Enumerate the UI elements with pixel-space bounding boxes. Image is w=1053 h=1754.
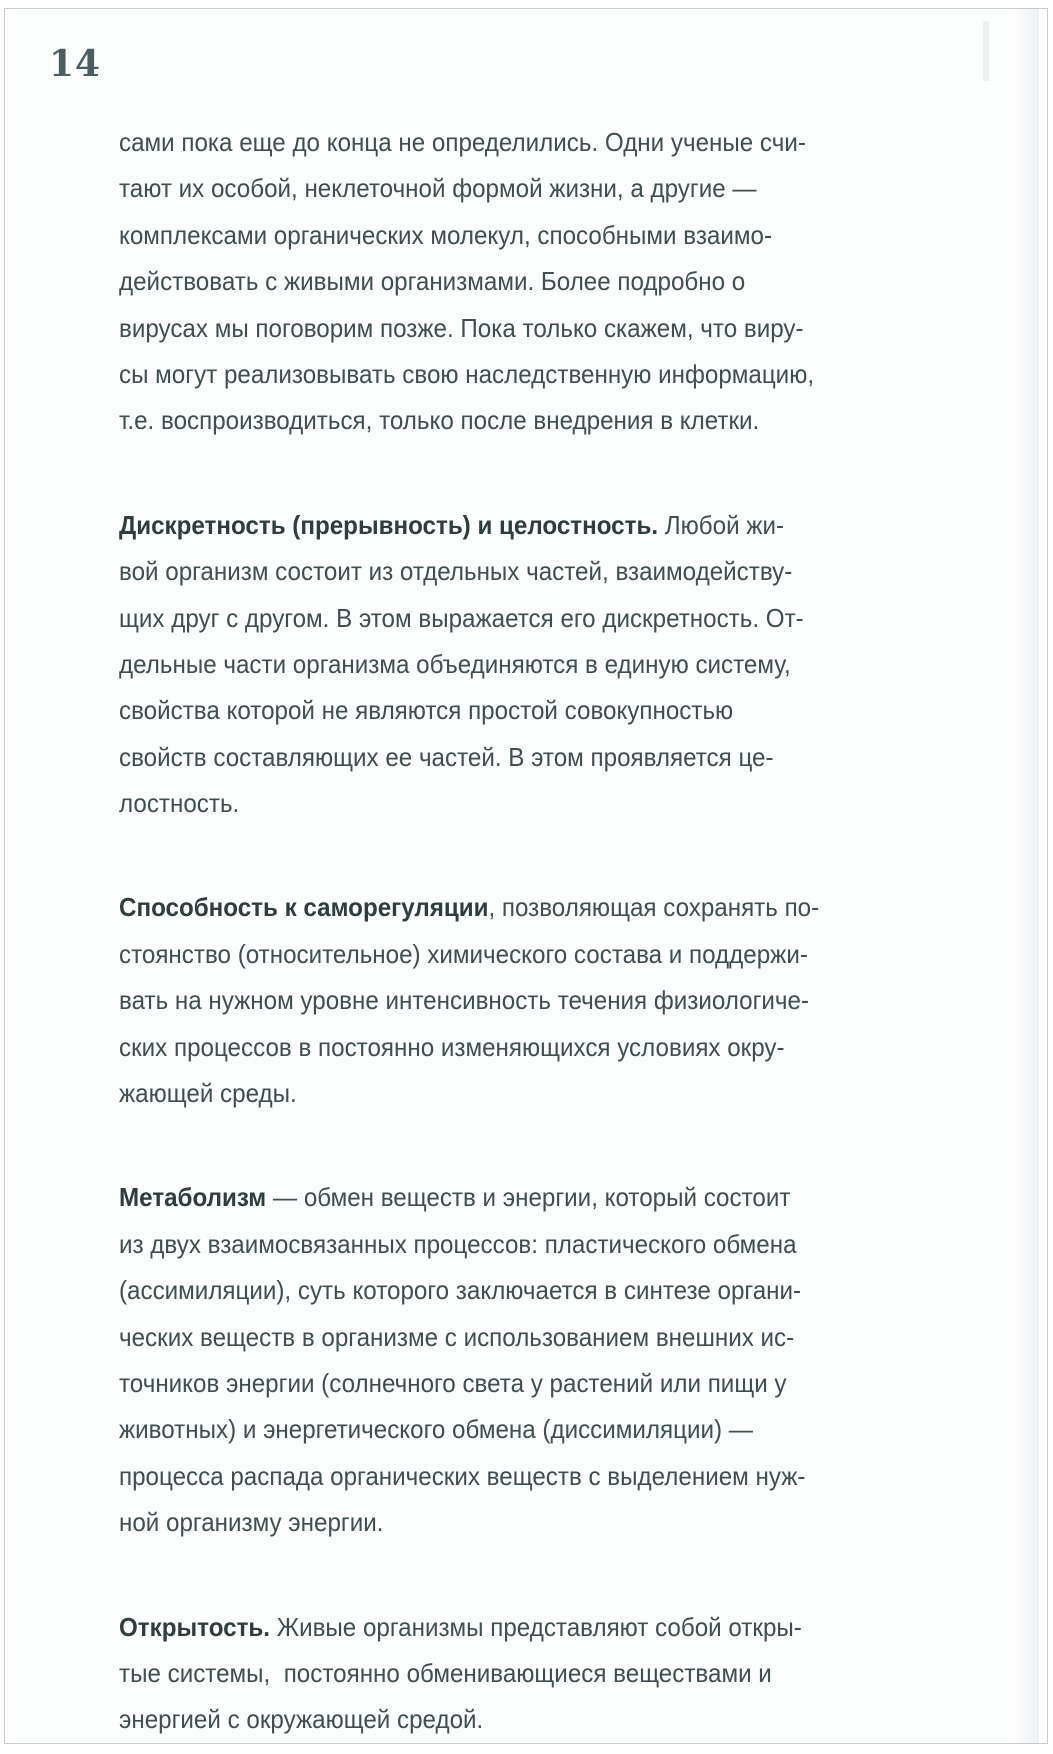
page-spine-shadow [1015, 9, 1039, 1743]
text-line: действовать с живыми организмами. Более подробно о [119, 266, 746, 297]
text-line: свойств составляющих ее частей. В этом проявляется це- [119, 741, 774, 772]
paragraph-self-regulation [119, 884, 937, 1116]
term-heading: Способность к саморегуляции [119, 892, 489, 923]
text-line: из двух взаимосвязанных процессов: пластического обмена [119, 1228, 797, 1259]
text-line: комплексами органических молекул, способными взаимо- [119, 219, 772, 250]
text-line: ной организму энергии. [119, 1507, 384, 1538]
text-line: тают их особой, неклеточной формой жизни, а другие — [119, 173, 757, 204]
paragraph-gap [119, 444, 937, 502]
text-span: , позволяющая сохранять по- [488, 892, 820, 923]
body-text [119, 119, 937, 1743]
paragraph-gap [119, 1116, 937, 1174]
text-line: ских процессов в постоянно изменяющихся условиях окру- [119, 1031, 785, 1062]
page-edge-mark [983, 21, 989, 81]
text-line [119, 1174, 937, 1220]
text-line: тые системы, постоянно обменивающиеся веществами и [119, 1657, 772, 1688]
text-line: вирусах мы поговорим позже. Пока только скажем, что виру- [119, 312, 804, 343]
text-line: стоянство (относительное) химического состава и поддержи- [119, 938, 808, 969]
text-line: энергией с окружающей средой. [119, 1704, 484, 1735]
paragraph-openness [119, 1604, 937, 1743]
text-span: Любой жи- [658, 509, 785, 540]
paragraph-metabolism [119, 1174, 937, 1545]
term-heading: Дискретность (прерывность) и целостность. [119, 509, 659, 540]
text-line: лостность. [119, 788, 240, 819]
text-line: вать на нужном уровне интенсивность течения физиологиче- [119, 985, 810, 1016]
text-span: — обмен веществ и энергии, который состоит [266, 1182, 791, 1213]
text-line: ческих веществ в организме с использованием внешних ис- [119, 1321, 795, 1352]
term-heading: Метаболизм [119, 1182, 267, 1213]
book-page [4, 8, 1048, 1744]
text-line: т.е. воспроизводиться, только после внедрения в клетки. [119, 405, 760, 436]
text-line: процесса распада органических веществ с выделением нуж- [119, 1460, 806, 1491]
paragraph-gap [119, 826, 937, 884]
text-line: щих друг с другом. В этом выражается его дискретность. От- [119, 602, 804, 633]
text-line: вой организм состоит из отдельных частей, взаимодейству- [119, 556, 793, 587]
text-line: дельные части организма объединяются в единую систему, [119, 648, 791, 679]
text-line [119, 884, 937, 930]
paragraph-gap [119, 1546, 937, 1604]
text-line [119, 1604, 937, 1650]
page-number: 14 [49, 43, 102, 85]
text-line: животных) и энергетического обмена (диссимиляции) — [119, 1414, 753, 1445]
text-line: (ассимиляции), суть которого заключается в синтезе органи- [119, 1275, 802, 1306]
text-line: жающей среды. [119, 1078, 297, 1109]
paragraph-discreteness [119, 502, 937, 827]
term-heading: Открытость. [119, 1611, 271, 1642]
text-line: сами пока еще до конца не определились. Одни ученые счи- [119, 127, 806, 157]
text-span: Живые организмы представляют собой откры- [270, 1611, 802, 1642]
text-line: свойства которой не являются простой совокупностью [119, 695, 734, 726]
text-line: точников энергии (солнечного света у растений или пищи у [119, 1367, 787, 1398]
text-line [119, 502, 937, 548]
text-line: сы могут реализовывать свою наследственную информацию, [119, 358, 815, 389]
paragraph-viruses [119, 119, 937, 444]
